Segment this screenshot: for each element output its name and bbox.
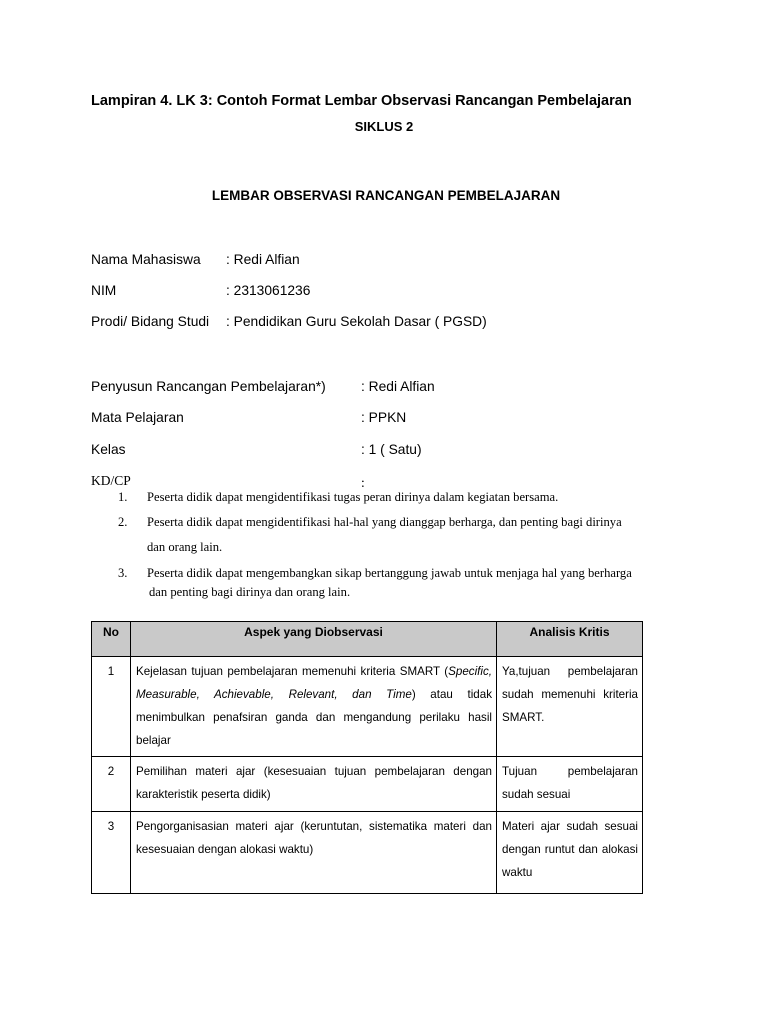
analysis-cell: Tujuan pembelajaran sudah sesuai — [497, 757, 643, 812]
column-header: Analisis Kritis — [497, 622, 643, 657]
row-number-cell: 1 — [92, 657, 131, 757]
kd-item-text: Peserta didik dapat mengembangkan sikap bertanggung jawab untuk menjaga hal yang berharga — [147, 566, 632, 580]
table-header-row — [92, 622, 643, 657]
kd-cp-label: KD/CP — [91, 473, 131, 488]
study-program-value: : Pendidikan Guru Sekolah Dasar ( PGSD) — [226, 314, 487, 329]
column-header: No — [92, 622, 131, 657]
column-header: Aspek yang Diobservasi — [131, 622, 497, 657]
table-row — [92, 657, 643, 757]
student-name-value: : Redi Alfian — [226, 252, 300, 267]
study-program-label: Prodi/ Bidang Studi — [91, 314, 210, 329]
author-label: Penyusun Rancangan Pembelajaran*) — [91, 379, 326, 394]
table-row — [92, 812, 643, 894]
class-value: : 1 ( Satu) — [361, 442, 422, 457]
class-label: Kelas — [91, 442, 126, 457]
row-number-cell: 3 — [92, 812, 131, 894]
analysis-cell: Materi ajar sudah sesuai dengan runtut dan alokasi waktu — [497, 812, 643, 894]
aspect-cell: Pengorganisasian materi ajar (keruntutan, sistematika materi dan kesesuaian dengan alokasi waktu) — [131, 812, 497, 894]
page-title: LEMBAR OBSERVASI RANCANGAN PEMBELAJARAN — [211, 188, 561, 203]
analysis-cell: Ya,tujuan pembelajaran sudah memenuhi kriteria SMART. — [497, 657, 643, 757]
subject-label: Mata Pelajaran — [91, 410, 184, 425]
cycle-heading: SIKLUS 2 — [354, 119, 414, 134]
kd-cp-colon: : — [361, 475, 365, 490]
subject-value: : PPKN — [361, 410, 407, 425]
kd-item-text: dan orang lain. — [147, 540, 223, 554]
kd-item-number: 2. — [118, 515, 128, 529]
student-name-label: Nama Mahasiswa — [91, 252, 201, 267]
aspect-cell: Pemilihan materi ajar (kesesuaian tujuan pembelajaran dengan karakteristik peserta didik) — [131, 757, 497, 812]
table-row — [92, 757, 643, 812]
kd-item-number: 3. — [118, 566, 128, 580]
nim-value: : 2313061236 — [226, 283, 311, 298]
nim-label: NIM — [91, 283, 117, 298]
kd-item-text: Peserta didik dapat mengidentifikasi tugas peran dirinya dalam kegiatan bersama. — [147, 490, 559, 504]
kd-item-text: dan penting bagi dirinya dan orang lain. — [149, 585, 351, 599]
aspect-cell: Kejelasan tujuan pembelajaran memenuhi kriteria SMART (Specific, Measurable, Achievable, Relevant, dan Time) atau tidak menimbulkan penafsiran ganda dan mengandung perilaku hasil belajar — [131, 657, 497, 757]
row-number-cell: 2 — [92, 757, 131, 812]
author-value: : Redi Alfian — [361, 379, 435, 394]
kd-item-text: Peserta didik dapat mengidentifikasi hal-hal yang dianggap berharga, dan penting bagi dirinya — [147, 515, 622, 529]
observation-table — [91, 621, 643, 894]
attachment-heading: Lampiran 4. LK 3: Contoh Format Lembar Observasi Rancangan Pembelajaran — [91, 93, 632, 109]
kd-item-number: 1. — [118, 490, 128, 504]
